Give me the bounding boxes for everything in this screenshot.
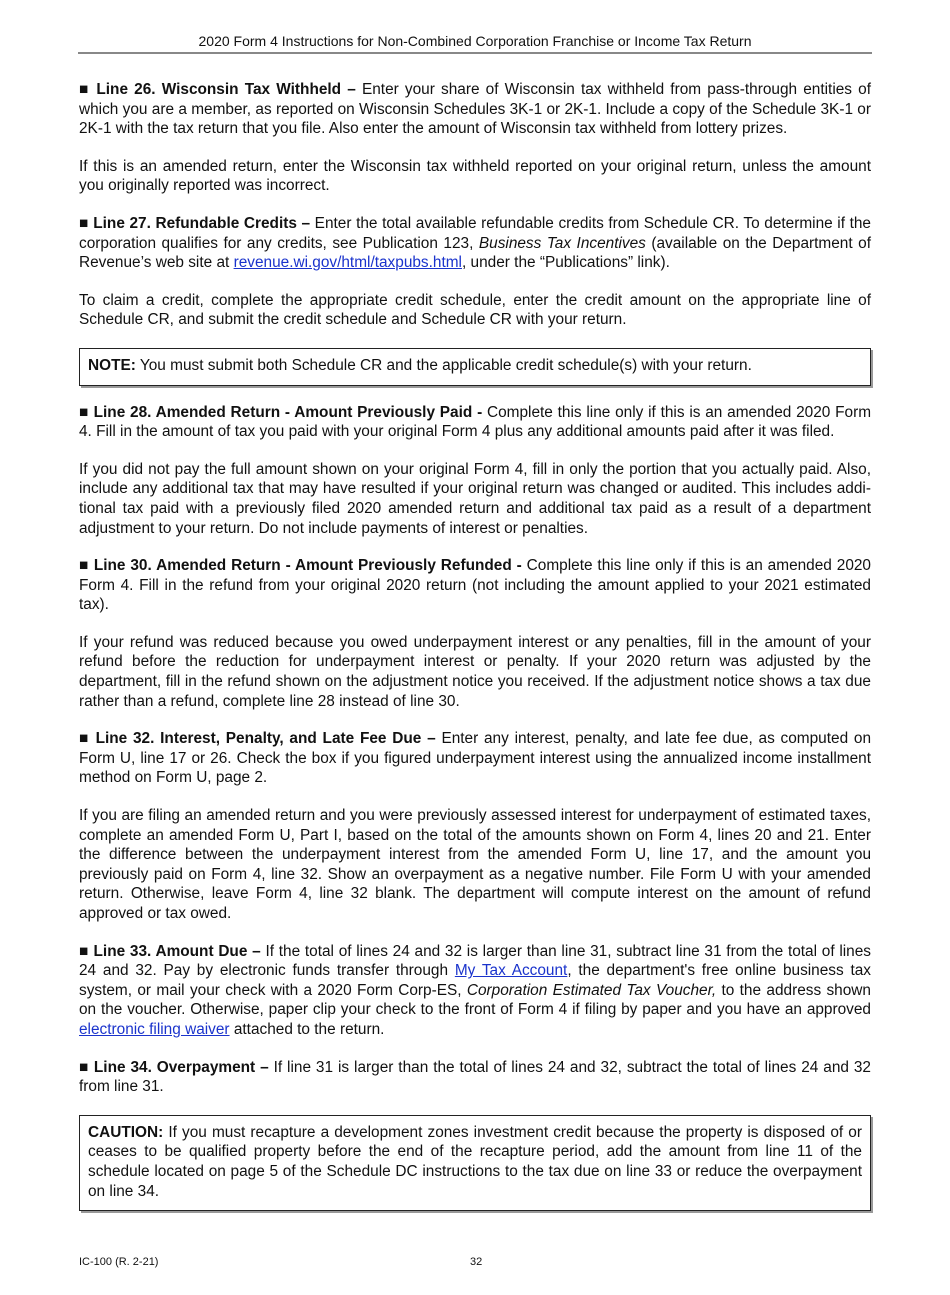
line-26-para2: If this is an amended return, enter the Wisconsin tax withheld reported on your original return, unless the amount you originally reported was incorrect.: [79, 157, 871, 195]
line-34-heading: Line 34. Overpayment –: [93, 1058, 269, 1076]
line-30-para2: If your refund was reduced because you owed underpayment interest or any penalties, fill in the amount of your refund before the reduction for underpayment interest or penalty. If your 2020 return was adjusted by the department, fill in the refund shown on the adjustment notice you received. If the adjustment notice shows a tax due rather than a refund, complete line 28 instead of line 30.: [79, 633, 871, 710]
bullet-icon: ■: [79, 214, 89, 232]
bullet-icon: ■: [79, 557, 89, 575]
line-28-paragraph: [79, 403, 871, 442]
page-number: 32: [470, 1256, 483, 1269]
line-26-heading: Line 26. Wisconsin Tax Withheld –: [96, 81, 356, 98]
line-30-paragraph: [79, 556, 871, 615]
line-27-heading: Line 27. Refundable Credits –: [93, 214, 311, 232]
line-32-heading: Line 32. Interest, Penalty, and Late Fee Due –: [95, 730, 436, 748]
form-id: IC-100 (R. 2-21): [79, 1256, 159, 1269]
caution-text: If you must recapture a development zones investment credit because the property is disposed of or ceases to be qualified property before the end of the recapture period, add the amount from line 11 of the schedule located on page 5 of the Schedule DC instructions to the tax due on line 33 or reduce the overpayment on line 34.: [88, 1123, 862, 1200]
line-27-text: , under the “Publications” link).: [461, 254, 670, 272]
document-body: [79, 80, 871, 1211]
bullet-icon: ■: [79, 403, 89, 421]
bullet-icon: ■: [79, 730, 90, 748]
header-divider: [78, 52, 872, 54]
filing-waiver-link[interactable]: electronic filing waiver: [79, 1020, 230, 1038]
line-32-paragraph: [79, 729, 871, 788]
bullet-icon: ■: [79, 942, 89, 960]
bullet-icon: ■: [79, 81, 91, 98]
line-28-text: Complete this line only if this is an amended 2020 Form 4. Fill in the amount of tax you paid with your original Form 4 plus any additional amounts paid after it was filed.: [79, 403, 872, 441]
line-30-heading: Line 30. Amended Return - Amount Previously Refunded -: [93, 557, 522, 575]
note-text: You must submit both Schedule CR and the applicable credit schedule(s) with your return.: [135, 356, 752, 374]
line-33-text: , the department's free online business tax system, or mail your check with a 2020 Form Corp-ES,: [79, 962, 871, 999]
page-footer: [79, 1255, 871, 1295]
line-26-text: Enter your share of Wisconsin tax withheld from pass-through entities of which you are a member, as reported on Wisconsin Schedules 3K-1 or 2K-1. Include a copy of the Schedule 3K-1 or 2K-1 with the tax return that you file. Also enter the amount of Wisconsin tax withheld from lottery prizes.: [79, 81, 872, 138]
my-tax-account-link[interactable]: My Tax Account: [454, 962, 568, 980]
line-33-text: If the total of lines 24 and 32 is larger than line 31, subtract line 31 from the total of lines 24 and 32. Pay by electronic funds transfer through: [79, 942, 872, 980]
note-label: NOTE:: [88, 356, 136, 374]
line-33-paragraph: [79, 942, 871, 1040]
line-26-paragraph: [79, 80, 871, 139]
line-33-text: to the address shown on the voucher. Otherwise, paper clip your check to the front of Form 4 if filing by paper and you have an approved: [79, 981, 871, 1019]
note-box: [79, 348, 871, 386]
caution-box: [79, 1115, 871, 1211]
voucher-title: Corporation Estimated Tax Voucher,: [466, 981, 717, 999]
bullet-icon: ■: [79, 1058, 89, 1076]
caution-label: CAUTION:: [88, 1123, 164, 1141]
line-32-para2: If you are filing an amended return and you were previously assessed interest for underpayment of estimated taxes, complete an amended Form U, Part I, based on the total of the amounts shown on Form 4, lines 20 and 21. Enter the difference between the underpayment interest from the amended Form U, line 17, and the amount you previously paid on Form 4, line 32. Show an overpayment as a negative number. File Form U with your amended return. Otherwise, leave Form 4, line 32 blank. The department will compute interest on the amount of refund approved or tax owed.: [79, 807, 871, 922]
line-30-text: Complete this line only if this is an amended 2020 Form 4. Fill in the refund from your original 2020 return (not including the amount applied to your 2021 estimated tax).: [79, 557, 871, 614]
line-27-text: (available on the Department of Revenue’s web site at: [79, 234, 871, 272]
line-34-text: If line 31 is larger than the total of lines 24 and 32, subtract the total of lines 24 and 32 from line 31.: [79, 1058, 871, 1096]
line-33-text: attached to the return.: [229, 1020, 385, 1038]
line-27-para2: To claim a credit, complete the appropriate credit schedule, enter the credit amount on the appropriate line of Schedule CR, and submit the credit schedule and Schedule CR with your return.: [79, 291, 871, 329]
line-28-heading: Line 28. Amended Return - Amount Previously Paid -: [93, 403, 483, 421]
line-27-text: Enter the total available refundable credits from Schedule CR. To determine if the corporation qualifies for any credits, see Publication 123,: [79, 214, 871, 252]
line-34-paragraph: [79, 1058, 871, 1097]
publication-title: Business Tax Incentives: [478, 234, 646, 252]
page-header-title: 2020 Form 4 Instructions for Non-Combined Corporation Franchise or Income Tax Return: [198, 33, 752, 49]
line-28-para2: If you did not pay the full amount shown on your original Form 4, fill in only the portion that you actually paid. Also, include any additional tax that may have resulted if your original return was changed or audited. This includes additional tax paid with a previously filed 2020 amended return and additional tax paid as a result of a department adjustment to your return. Do not include payments of interest or penalties.: [79, 460, 871, 537]
taxpubs-link[interactable]: revenue.wi.gov/html/taxpubs.html: [233, 254, 462, 272]
line-32-text: Enter any interest, penalty, and late fee due, as computed on Form U, line 17 or 26. Check the box if you figured underpayment interest using the annualized income installment method on Form U, page 2.: [79, 730, 872, 787]
line-33-heading: Line 33. Amount Due –: [93, 942, 261, 960]
line-27-paragraph: [79, 214, 871, 273]
